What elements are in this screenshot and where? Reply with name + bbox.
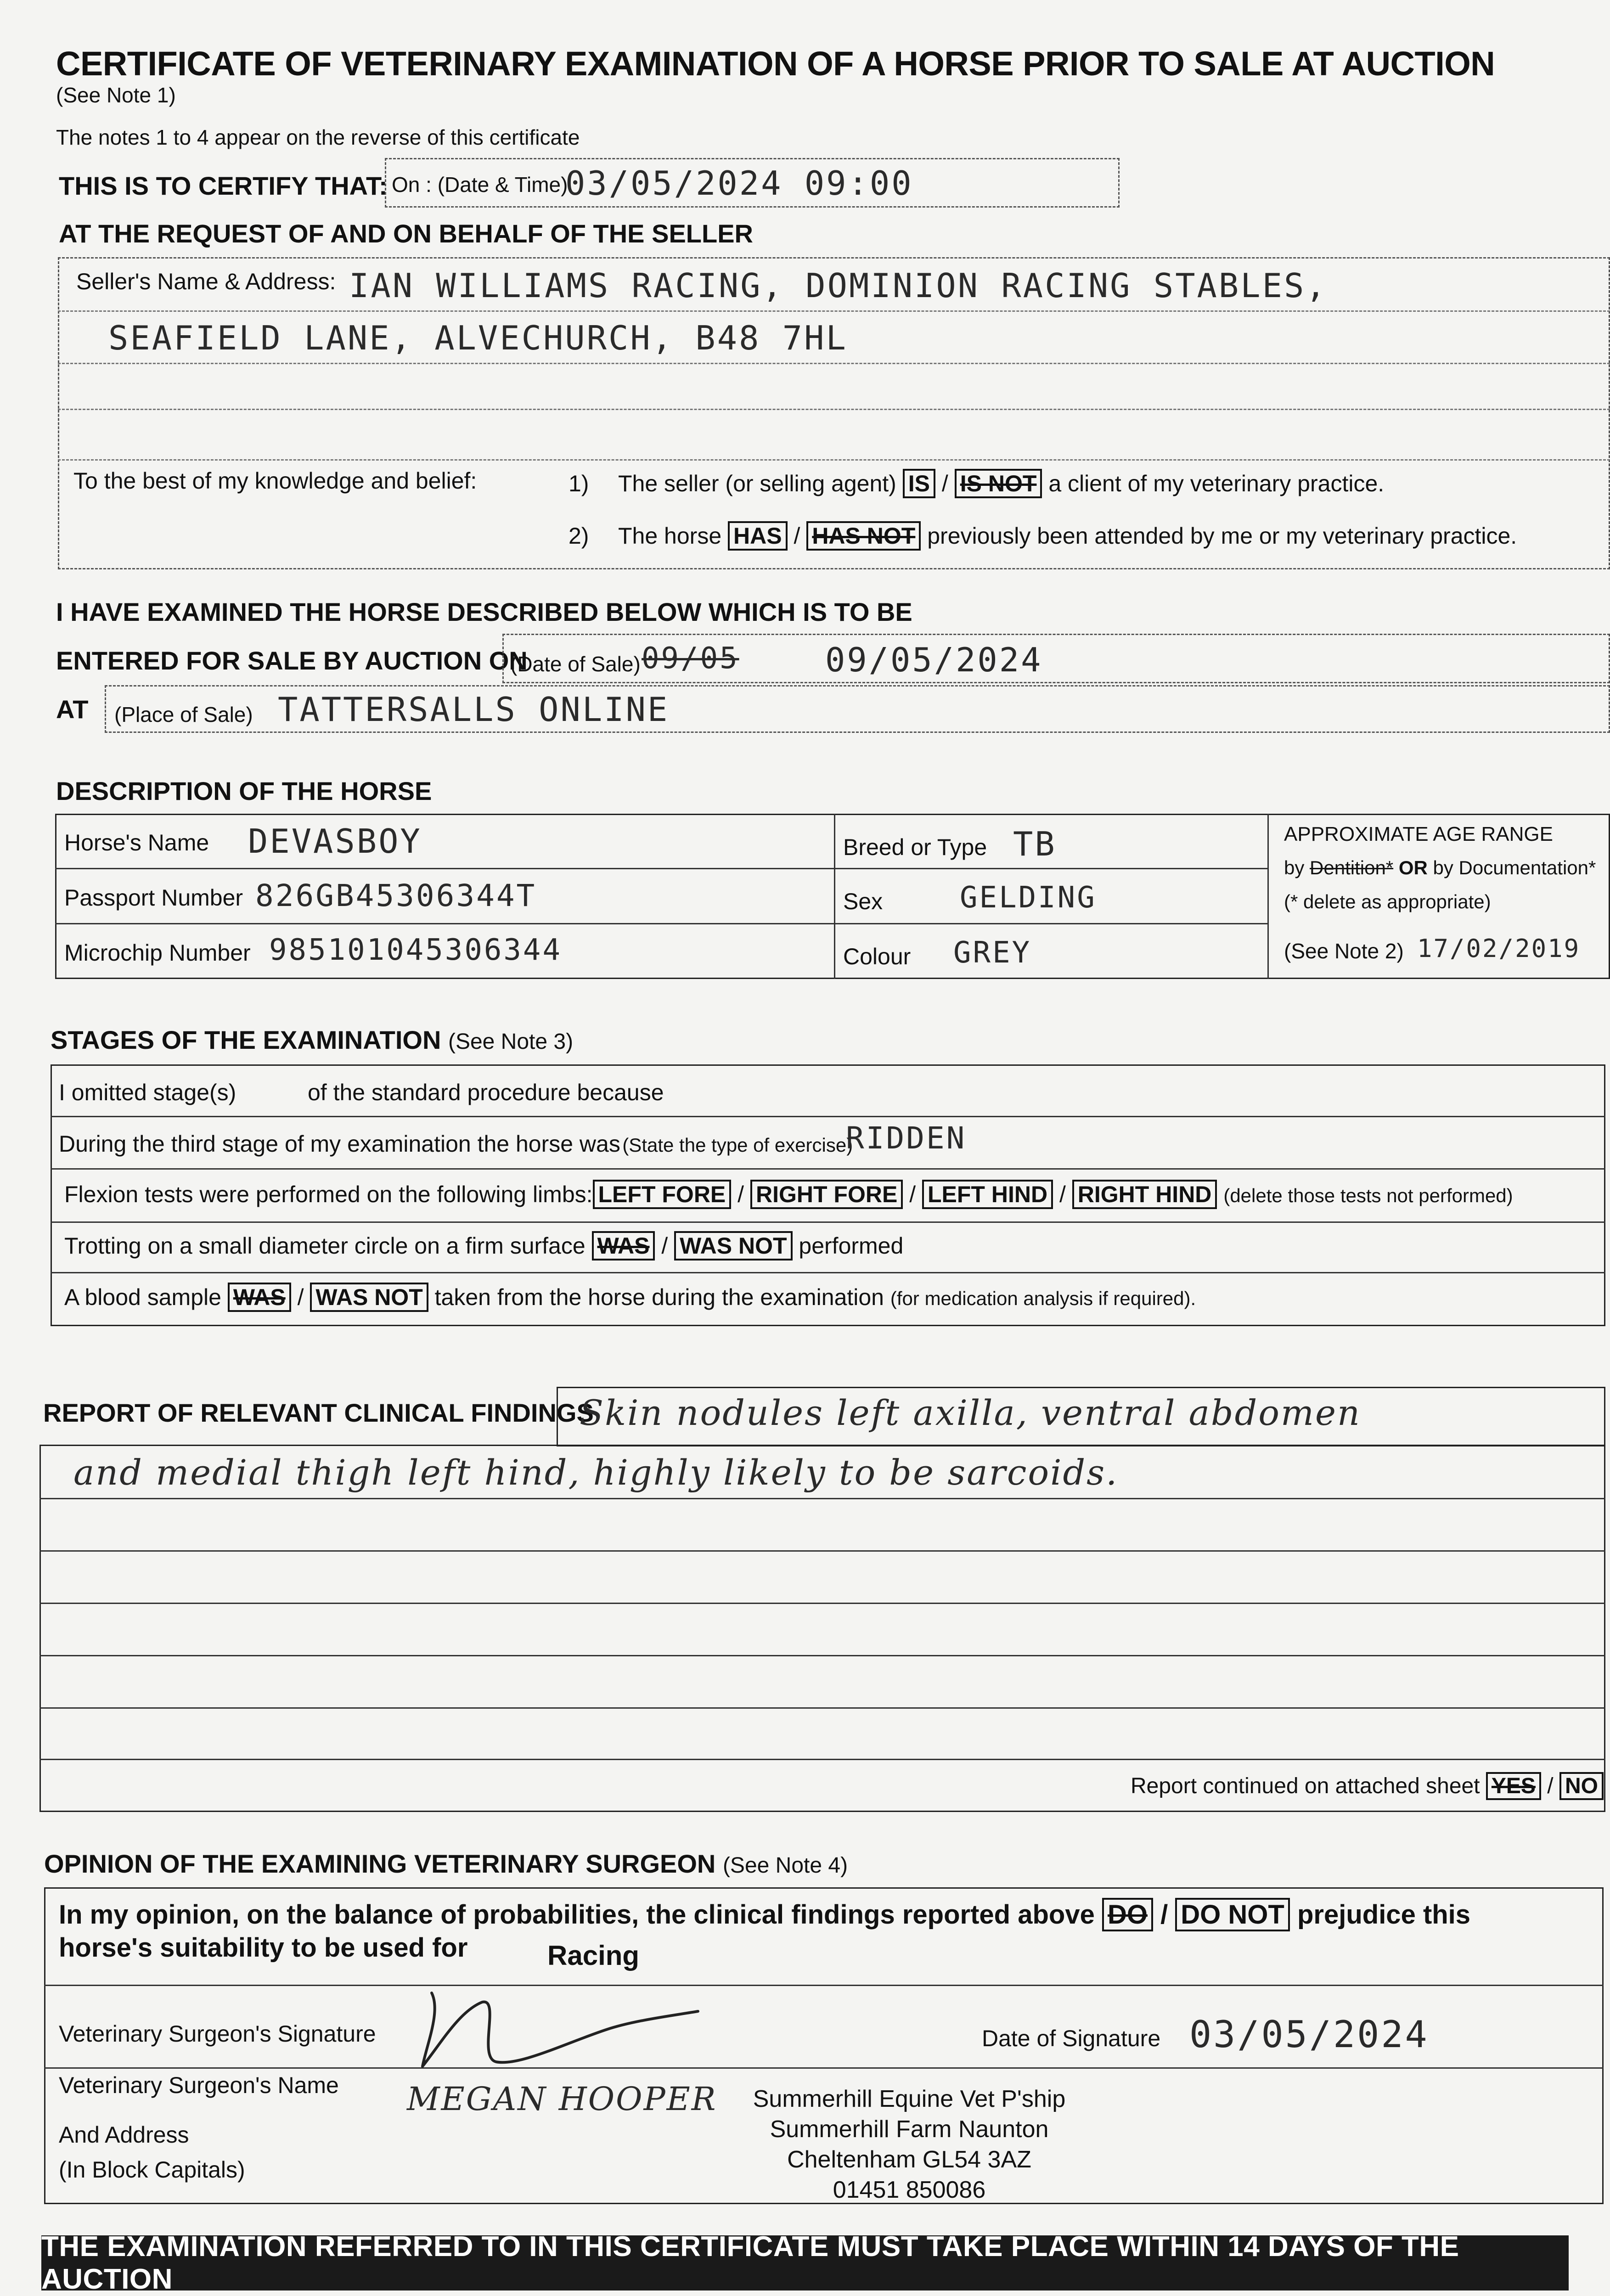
age-value[interactable]: 17/02/2019 <box>1417 934 1581 963</box>
blood-sample-row: A blood sample WAS / WAS NOT taken from the horse during the examination (for medication analysis if required). <box>64 1284 1196 1311</box>
request-label: AT THE REQUEST OF AND ON BEHALF OF THE SELLER <box>59 219 753 248</box>
horse-name-label: Horse's Name <box>64 830 209 855</box>
opinion-do-option[interactable]: DO <box>1102 1898 1153 1931</box>
microchip-number[interactable]: 985101045306344 <box>269 933 562 967</box>
blood-was-not-option[interactable]: WAS NOT <box>310 1283 428 1312</box>
passport-number[interactable]: 826GB45306344T <box>255 878 537 913</box>
breed-label: Breed or Type <box>843 834 987 860</box>
item-2-number: 2) <box>569 523 589 549</box>
age-dentition[interactable]: Dentition* <box>1310 857 1394 878</box>
at-label: AT <box>56 695 89 724</box>
opinion-heading: OPINION OF THE EXAMINING VETERINARY SURGEON (See Note 4) <box>44 1849 848 1878</box>
vet-name[interactable]: MEGAN HOOPER <box>407 2080 717 2118</box>
item-2-suffix: previously been attended by me or my veterinary practice. <box>927 523 1517 549</box>
signature-date-value[interactable]: 03/05/2024 <box>1189 2013 1429 2056</box>
flexion-row: Flexion tests were performed on the following limbs: LEFT FORE / RIGHT FORE / LEFT HIND / RIGHT HIND (delete those tests not performed) <box>64 1181 1513 1208</box>
blood-was-option[interactable]: WAS <box>228 1283 291 1312</box>
item-1-row: The seller (or selling agent) IS / IS NOT a client of my veterinary practice. <box>618 470 1384 497</box>
vet-signature <box>413 1975 762 2076</box>
age-heading: APPROXIMATE AGE RANGE <box>1284 823 1553 845</box>
has-option[interactable]: HAS <box>728 521 788 551</box>
age-see-note: (See Note 2) <box>1284 939 1404 963</box>
seller-line-1[interactable]: IAN WILLIAMS RACING, DOMINION RACING STABLES, <box>349 266 1328 305</box>
report-continued-row: Report continued on attached sheet YES / NO <box>1131 1773 1604 1799</box>
practice-stamp: Summerhill Equine Vet P'ship Summerhill Farm Naunton Cheltenham GL54 3AZ 01451 850086 <box>753 2086 1066 2203</box>
continued-no-option[interactable]: NO <box>1559 1772 1604 1800</box>
is-not-option[interactable]: IS NOT <box>955 469 1042 498</box>
seller-label: Seller's Name & Address: <box>76 269 336 294</box>
see-note-1: (See Note 1) <box>56 83 176 107</box>
certificate-title: CERTIFICATE OF VETERINARY EXAMINATION OF A HORSE PRIOR TO SALE AT AUCTION <box>56 45 1495 83</box>
vet-name-label: Veterinary Surgeon's Name <box>59 2072 339 2098</box>
entered-label: ENTERED FOR SALE BY AUCTION ON <box>56 646 528 675</box>
sale-place-box[interactable] <box>105 685 1610 733</box>
age-delete-note: (* delete as appropriate) <box>1284 891 1491 912</box>
footer-banner: THE EXAMINATION REFERRED TO IN THIS CERTIFICATE MUST TAKE PLACE WITHIN 14 DAYS OF THE AUCTION <box>41 2235 1569 2290</box>
breed-value[interactable]: TB <box>1013 825 1057 863</box>
sale-date-crossed: 09/05 <box>642 642 739 675</box>
horse-name[interactable]: DEVASBOY <box>248 822 422 861</box>
block-capitals-note: (In Block Capitals) <box>59 2157 245 2183</box>
opinion-use-label: horse's suitability to be used for <box>59 1933 468 1963</box>
limb-right-fore[interactable]: RIGHT FORE <box>750 1180 903 1209</box>
sale-date-box[interactable] <box>502 634 1610 683</box>
report-line-2[interactable]: and medial thigh left hind, highly likely to be sarcoids. <box>73 1452 1119 1493</box>
sale-place-label: (Place of Sale) <box>114 703 253 726</box>
opinion-do-not-option[interactable]: DO NOT <box>1175 1898 1290 1931</box>
knowledge-label: To the best of my knowledge and belief: <box>73 468 477 494</box>
date-time-box[interactable] <box>385 158 1120 208</box>
omitted-stages-b: of the standard procedure because <box>308 1080 664 1105</box>
description-heading: DESCRIPTION OF THE HORSE <box>56 777 432 805</box>
has-not-option[interactable]: HAS NOT <box>806 521 921 551</box>
signature-date-label: Date of Signature <box>982 2026 1161 2051</box>
third-stage-row: During the third stage of my examination the horse was (State the type of exercise) <box>59 1131 853 1157</box>
colour-label: Colour <box>843 944 911 969</box>
examined-label: I HAVE EXAMINED THE HORSE DESCRIBED BELOW WHICH IS TO BE <box>56 597 912 626</box>
vet-address-label: And Address <box>59 2122 189 2148</box>
sex-value[interactable]: GELDING <box>960 881 1097 915</box>
notes-line: The notes 1 to 4 appear on the reverse of this certificate <box>56 125 580 149</box>
opinion-text-row: In my opinion, on the balance of probabilities, the clinical findings reported above DO / DO NOT prejudice this <box>59 1899 1470 1930</box>
age-method: by Dentition* OR by Documentation* <box>1284 857 1596 878</box>
trotting-row: Trotting on a small diameter circle on a firm surface WAS / WAS NOT performed <box>64 1232 903 1259</box>
date-time-label: On : (Date & Time) <box>392 173 568 197</box>
limb-left-hind[interactable]: LEFT HIND <box>922 1180 1053 1209</box>
stages-heading: STAGES OF THE EXAMINATION (See Note 3) <box>51 1025 574 1054</box>
limb-left-fore[interactable]: LEFT FORE <box>593 1180 732 1209</box>
exercise-type[interactable]: RIDDEN <box>846 1120 967 1156</box>
sale-date-value: 09/05/2024 <box>825 641 1043 679</box>
item-1-suffix: a client of my veterinary practice. <box>1048 471 1385 496</box>
microchip-label: Microchip Number <box>64 940 251 966</box>
is-option[interactable]: IS <box>903 469 935 498</box>
limb-right-hind[interactable]: RIGHT HIND <box>1072 1180 1217 1209</box>
report-heading: REPORT OF RELEVANT CLINICAL FINDINGS <box>43 1398 594 1427</box>
omitted-stages-a: I omitted stage(s) <box>59 1080 236 1105</box>
item-2-text: The horse <box>618 523 722 549</box>
sex-label: Sex <box>843 889 883 914</box>
item-2-row: The horse HAS / HAS NOT previously been attended by me or my veterinary practice. <box>618 523 1517 549</box>
passport-label: Passport Number <box>64 885 243 911</box>
opinion-use-value[interactable]: Racing <box>547 1940 640 1971</box>
item-1-number: 1) <box>569 471 589 496</box>
report-line-1[interactable]: Skin nodules left axilla, ventral abdomen <box>580 1392 1361 1433</box>
date-time-value: 03/05/2024 09:00 <box>565 164 913 203</box>
trot-was-option[interactable]: WAS <box>592 1231 655 1261</box>
trot-was-not-option[interactable]: WAS NOT <box>674 1231 792 1261</box>
report-box <box>39 1445 1605 1812</box>
seller-line-2[interactable]: SEAFIELD LANE, ALVECHURCH, B48 7HL <box>108 319 848 357</box>
sale-date-label: (Date of Sale) <box>510 652 641 676</box>
item-1-text: The seller (or selling agent) <box>618 471 896 496</box>
continued-yes-option[interactable]: YES <box>1486 1772 1541 1800</box>
certify-label: THIS IS TO CERTIFY THAT: <box>59 171 388 200</box>
sale-place-value: TATTERSALLS ONLINE <box>278 690 670 729</box>
age-documentation[interactable]: by Documentation* <box>1433 857 1596 878</box>
signature-label: Veterinary Surgeon's Signature <box>59 2021 376 2047</box>
colour-value[interactable]: GREY <box>953 936 1032 970</box>
